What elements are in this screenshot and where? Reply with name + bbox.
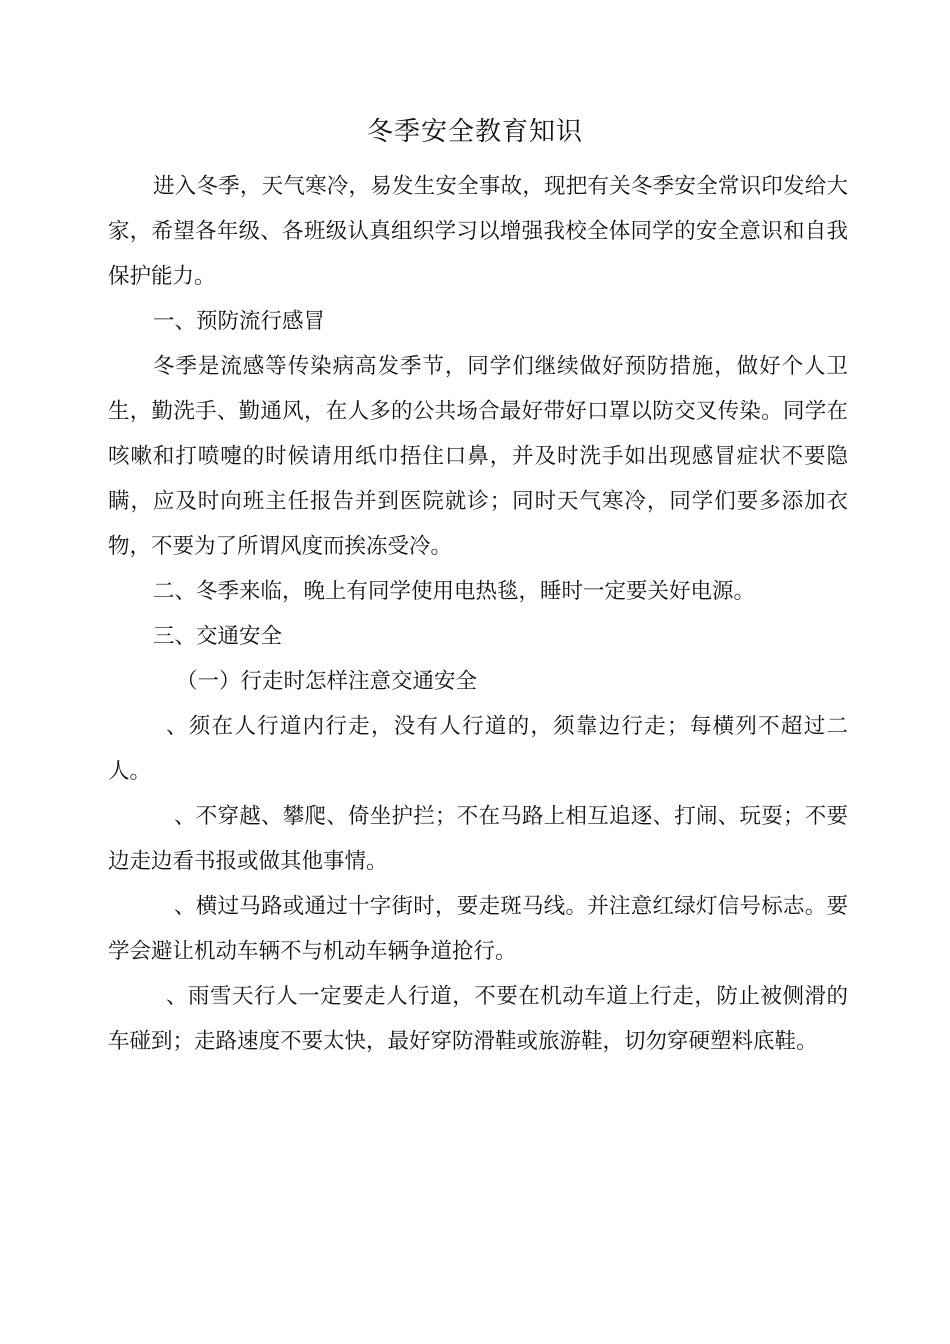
list-item: 、横过马路或通过十字街时，要走斑马线。并注意红绿灯信号标志。要学会避让机动车辆不与机动车辆争道抢行。 xyxy=(108,894,848,964)
section-heading-flu: 一、预防流行感冒 xyxy=(153,309,326,334)
list-item: 、不穿越、攀爬、倚坐护拦；不在马路上相互追逐、打闹、玩耍；不要边走边看书报或做其他事情。 xyxy=(108,804,848,874)
section-heading-traffic: 三、交通安全 xyxy=(153,624,283,649)
electric-blanket-paragraph: 二、冬季来临，晚上有同学使用电热毯，睡时一定要关好电源。 xyxy=(153,579,756,604)
list-item: 、须在人行道内行走，没有人行道的，须靠边行走；每横列不超过二人。 xyxy=(108,714,848,784)
intro-paragraph: 进入冬季，天气寒冷，易发生安全事故，现把有关冬季安全常识印发给大家，希望各年级、各班级认真组织学习以增强我校全体同学的安全意识和自我保护能力。 xyxy=(108,174,848,289)
list-item: 、雨雪天行人一定要走人行道，不要在机动车道上行走，防止被侧滑的车碰到；走路速度不要太快，最好穿防滑鞋或旅游鞋，切勿穿硬塑料底鞋。 xyxy=(108,984,848,1054)
document-body xyxy=(108,164,848,1064)
flu-paragraph: 冬季是流感等传染病高发季节，同学们继续做好预防措施，做好个人卫生，勤洗手、勤通风，在人多的公共场合最好带好口罩以防交叉传染。同学在咳嗽和打喷嚏的时候请用纸巾捂住口鼻，并及时洗手如出现感冒症状不要隐瞒，应及时向班主任报告并到医院就诊；同时天气寒冷，同学们要多添加衣物，不要为了所谓风度而挨冻受冷。 xyxy=(108,354,848,559)
document-title: 冬季安全教育知识 xyxy=(366,117,583,147)
subsection-heading-walking: （一）行走时怎样注意交通安全 xyxy=(176,669,478,694)
